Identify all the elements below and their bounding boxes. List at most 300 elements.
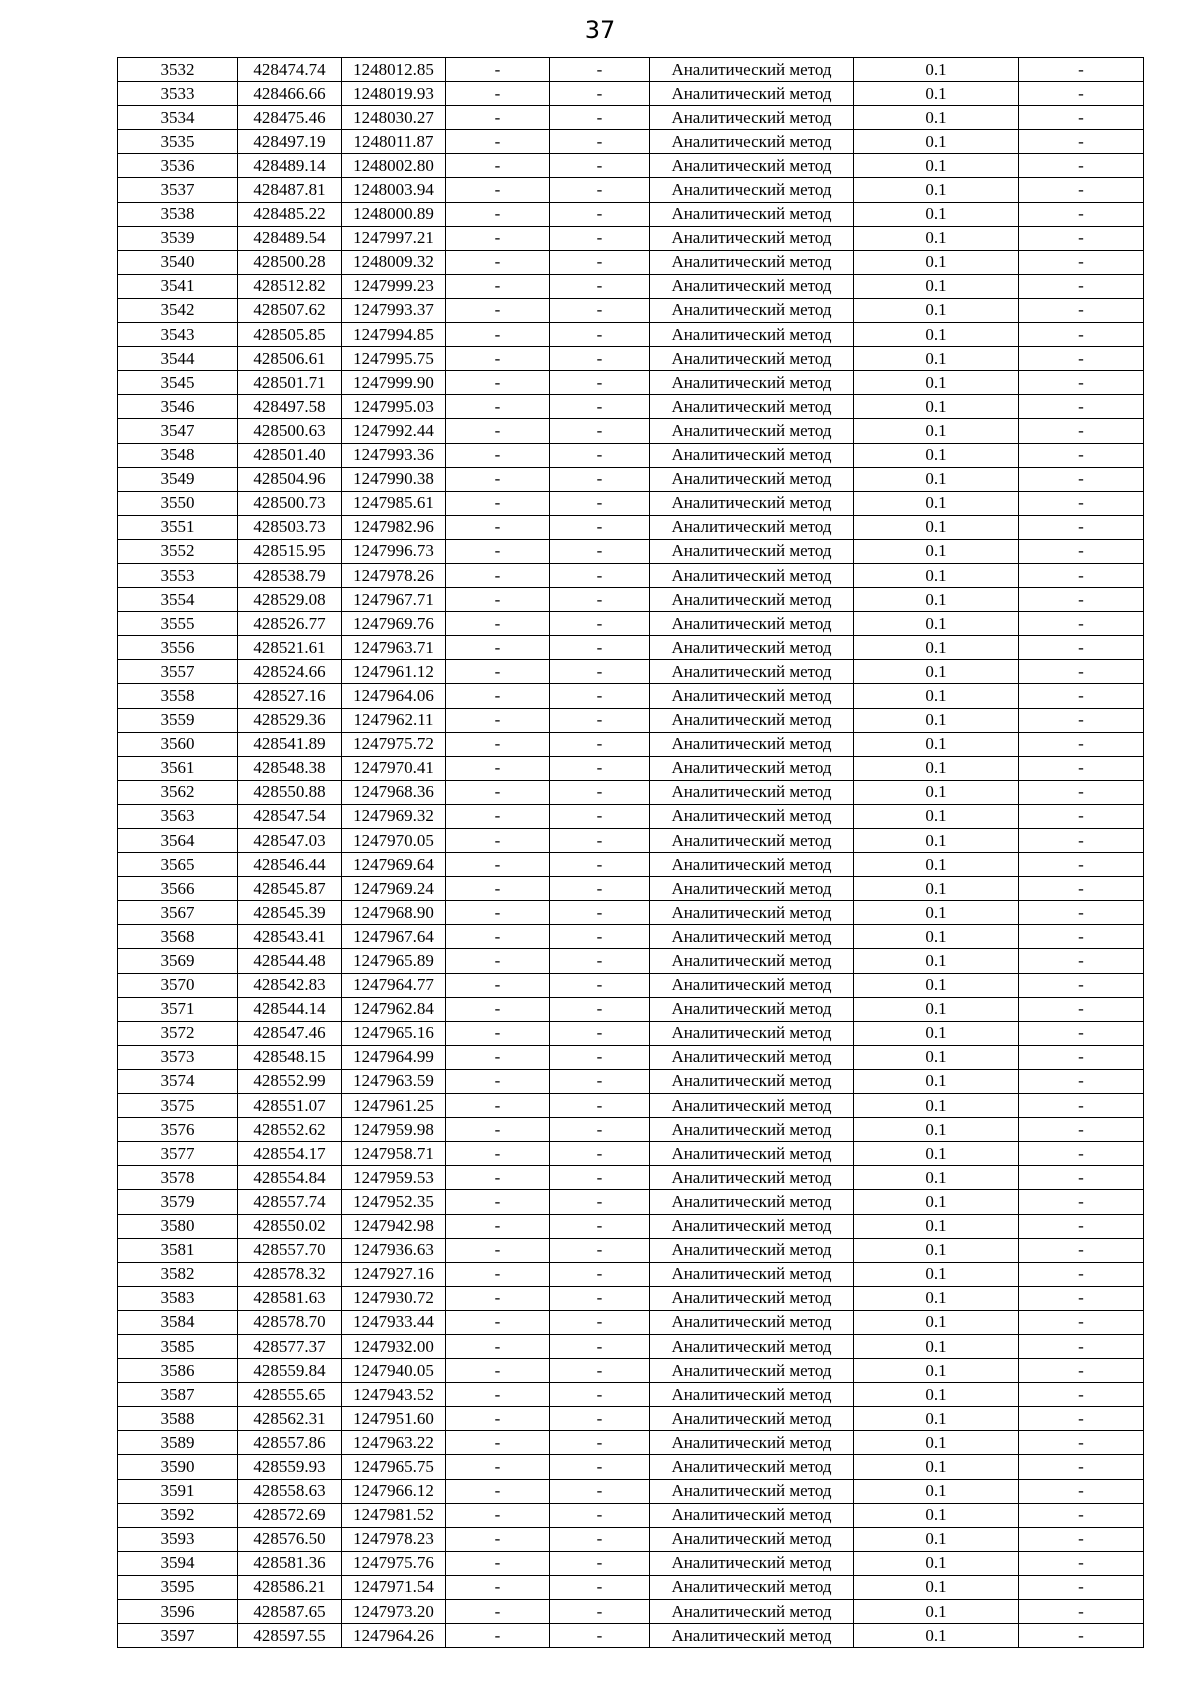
empty-cell-1: -: [446, 347, 550, 371]
y-coordinate-cell: 1247952.35: [342, 1190, 446, 1214]
empty-cell-1: -: [446, 901, 550, 925]
empty-cell-2: -: [550, 58, 650, 82]
accuracy-cell: 0.1: [854, 1527, 1019, 1551]
empty-cell-2: -: [550, 1094, 650, 1118]
x-coordinate-cell: 428559.93: [238, 1455, 342, 1479]
empty-cell-1: -: [446, 1334, 550, 1358]
x-coordinate-cell: 428545.39: [238, 901, 342, 925]
accuracy-cell: 0.1: [854, 250, 1019, 274]
y-coordinate-cell: 1247962.11: [342, 708, 446, 732]
empty-cell-2: -: [550, 491, 650, 515]
empty-cell-1: -: [446, 395, 550, 419]
x-coordinate-cell: 428548.15: [238, 1045, 342, 1069]
empty-cell-2: -: [550, 515, 650, 539]
empty-cell-1: -: [446, 1575, 550, 1599]
method-cell: Аналитический метод: [650, 371, 854, 395]
accuracy-cell: 0.1: [854, 58, 1019, 82]
empty-cell-3: -: [1019, 1069, 1144, 1093]
x-coordinate-cell: 428500.28: [238, 250, 342, 274]
empty-cell-1: -: [446, 660, 550, 684]
empty-cell-3: -: [1019, 1238, 1144, 1262]
accuracy-cell: 0.1: [854, 323, 1019, 347]
empty-cell-1: -: [446, 1166, 550, 1190]
y-coordinate-cell: 1247965.89: [342, 949, 446, 973]
empty-cell-1: -: [446, 1407, 550, 1431]
y-coordinate-cell: 1247943.52: [342, 1383, 446, 1407]
x-coordinate-cell: 428529.36: [238, 708, 342, 732]
method-cell: Аналитический метод: [650, 877, 854, 901]
empty-cell-3: -: [1019, 298, 1144, 322]
y-coordinate-cell: 1247992.44: [342, 419, 446, 443]
empty-cell-3: -: [1019, 1118, 1144, 1142]
empty-cell-1: -: [446, 853, 550, 877]
empty-cell-2: -: [550, 106, 650, 130]
x-coordinate-cell: 428551.07: [238, 1094, 342, 1118]
y-coordinate-cell: 1247969.76: [342, 612, 446, 636]
table-row: [118, 1407, 1144, 1431]
y-coordinate-cell: 1247993.37: [342, 298, 446, 322]
table-row: [118, 491, 1144, 515]
empty-cell-2: -: [550, 1142, 650, 1166]
accuracy-cell: 0.1: [854, 1045, 1019, 1069]
empty-cell-2: -: [550, 226, 650, 250]
accuracy-cell: 0.1: [854, 636, 1019, 660]
empty-cell-2: -: [550, 1238, 650, 1262]
empty-cell-3: -: [1019, 732, 1144, 756]
method-cell: Аналитический метод: [650, 925, 854, 949]
y-coordinate-cell: 1248011.87: [342, 130, 446, 154]
table-row: [118, 1383, 1144, 1407]
empty-cell-3: -: [1019, 1455, 1144, 1479]
table-row: [118, 660, 1144, 684]
page-number: 37: [584, 16, 616, 44]
x-coordinate-cell: 428501.40: [238, 443, 342, 467]
y-coordinate-cell: 1247993.36: [342, 443, 446, 467]
x-coordinate-cell: 428578.32: [238, 1262, 342, 1286]
empty-cell-3: -: [1019, 1190, 1144, 1214]
empty-cell-1: -: [446, 58, 550, 82]
empty-cell-3: -: [1019, 684, 1144, 708]
point-number-cell: 3584: [118, 1310, 238, 1334]
method-cell: Аналитический метод: [650, 106, 854, 130]
method-cell: Аналитический метод: [650, 1142, 854, 1166]
empty-cell-1: -: [446, 1190, 550, 1214]
empty-cell-3: -: [1019, 539, 1144, 563]
empty-cell-2: -: [550, 1600, 650, 1624]
empty-cell-1: -: [446, 1479, 550, 1503]
empty-cell-1: -: [446, 1262, 550, 1286]
point-number-cell: 3587: [118, 1383, 238, 1407]
empty-cell-2: -: [550, 684, 650, 708]
y-coordinate-cell: 1248030.27: [342, 106, 446, 130]
method-cell: Аналитический метод: [650, 1262, 854, 1286]
x-coordinate-cell: 428547.03: [238, 829, 342, 853]
x-coordinate-cell: 428507.62: [238, 298, 342, 322]
accuracy-cell: 0.1: [854, 1600, 1019, 1624]
empty-cell-2: -: [550, 877, 650, 901]
method-cell: Аналитический метод: [650, 997, 854, 1021]
empty-cell-2: -: [550, 1383, 650, 1407]
accuracy-cell: 0.1: [854, 1262, 1019, 1286]
method-cell: Аналитический метод: [650, 756, 854, 780]
method-cell: Аналитический метод: [650, 1383, 854, 1407]
point-number-cell: 3560: [118, 732, 238, 756]
point-number-cell: 3541: [118, 274, 238, 298]
method-cell: Аналитический метод: [650, 515, 854, 539]
empty-cell-3: -: [1019, 853, 1144, 877]
accuracy-cell: 0.1: [854, 1334, 1019, 1358]
point-number-cell: 3549: [118, 467, 238, 491]
empty-cell-2: -: [550, 1431, 650, 1455]
y-coordinate-cell: 1247999.90: [342, 371, 446, 395]
table-row: [118, 732, 1144, 756]
empty-cell-2: -: [550, 1551, 650, 1575]
y-coordinate-cell: 1247933.44: [342, 1310, 446, 1334]
table-row: [118, 274, 1144, 298]
accuracy-cell: 0.1: [854, 1310, 1019, 1334]
y-coordinate-cell: 1247970.41: [342, 756, 446, 780]
table-row: [118, 588, 1144, 612]
empty-cell-3: -: [1019, 1286, 1144, 1310]
empty-cell-2: -: [550, 154, 650, 178]
y-coordinate-cell: 1247965.75: [342, 1455, 446, 1479]
y-coordinate-cell: 1247927.16: [342, 1262, 446, 1286]
y-coordinate-cell: 1247936.63: [342, 1238, 446, 1262]
y-coordinate-cell: 1247981.52: [342, 1503, 446, 1527]
table-row: [118, 371, 1144, 395]
point-number-cell: 3558: [118, 684, 238, 708]
method-cell: Аналитический метод: [650, 949, 854, 973]
accuracy-cell: 0.1: [854, 877, 1019, 901]
empty-cell-1: -: [446, 202, 550, 226]
method-cell: Аналитический метод: [650, 1527, 854, 1551]
x-coordinate-cell: 428542.83: [238, 973, 342, 997]
y-coordinate-cell: 1247969.32: [342, 804, 446, 828]
point-number-cell: 3572: [118, 1021, 238, 1045]
empty-cell-3: -: [1019, 419, 1144, 443]
empty-cell-2: -: [550, 660, 650, 684]
x-coordinate-cell: 428558.63: [238, 1479, 342, 1503]
accuracy-cell: 0.1: [854, 443, 1019, 467]
empty-cell-3: -: [1019, 829, 1144, 853]
y-coordinate-cell: 1247969.64: [342, 853, 446, 877]
point-number-cell: 3586: [118, 1359, 238, 1383]
table-row: [118, 1310, 1144, 1334]
empty-cell-1: -: [446, 756, 550, 780]
accuracy-cell: 0.1: [854, 925, 1019, 949]
x-coordinate-cell: 428552.62: [238, 1118, 342, 1142]
x-coordinate-cell: 428550.02: [238, 1214, 342, 1238]
empty-cell-2: -: [550, 804, 650, 828]
point-number-cell: 3547: [118, 419, 238, 443]
y-coordinate-cell: 1247964.06: [342, 684, 446, 708]
empty-cell-1: -: [446, 178, 550, 202]
y-coordinate-cell: 1247990.38: [342, 467, 446, 491]
method-cell: Аналитический метод: [650, 1286, 854, 1310]
empty-cell-3: -: [1019, 901, 1144, 925]
empty-cell-2: -: [550, 1045, 650, 1069]
x-coordinate-cell: 428557.70: [238, 1238, 342, 1262]
accuracy-cell: 0.1: [854, 202, 1019, 226]
empty-cell-1: -: [446, 491, 550, 515]
table-row: [118, 1142, 1144, 1166]
point-number-cell: 3562: [118, 780, 238, 804]
table-row: [118, 395, 1144, 419]
x-coordinate-cell: 428489.14: [238, 154, 342, 178]
empty-cell-1: -: [446, 1551, 550, 1575]
empty-cell-1: -: [446, 563, 550, 587]
accuracy-cell: 0.1: [854, 1094, 1019, 1118]
x-coordinate-cell: 428497.58: [238, 395, 342, 419]
point-number-cell: 3561: [118, 756, 238, 780]
x-coordinate-cell: 428487.81: [238, 178, 342, 202]
empty-cell-1: -: [446, 154, 550, 178]
empty-cell-1: -: [446, 130, 550, 154]
point-number-cell: 3557: [118, 660, 238, 684]
empty-cell-1: -: [446, 467, 550, 491]
method-cell: Аналитический метод: [650, 1455, 854, 1479]
y-coordinate-cell: 1247970.05: [342, 829, 446, 853]
empty-cell-1: -: [446, 226, 550, 250]
y-coordinate-cell: 1247971.54: [342, 1575, 446, 1599]
y-coordinate-cell: 1247967.64: [342, 925, 446, 949]
empty-cell-1: -: [446, 419, 550, 443]
y-coordinate-cell: 1248012.85: [342, 58, 446, 82]
method-cell: Аналитический метод: [650, 612, 854, 636]
x-coordinate-cell: 428547.54: [238, 804, 342, 828]
empty-cell-3: -: [1019, 1503, 1144, 1527]
point-number-cell: 3559: [118, 708, 238, 732]
table-row: [118, 1479, 1144, 1503]
point-number-cell: 3596: [118, 1600, 238, 1624]
empty-cell-3: -: [1019, 1214, 1144, 1238]
x-coordinate-cell: 428557.74: [238, 1190, 342, 1214]
accuracy-cell: 0.1: [854, 1021, 1019, 1045]
accuracy-cell: 0.1: [854, 804, 1019, 828]
point-number-cell: 3535: [118, 130, 238, 154]
empty-cell-2: -: [550, 780, 650, 804]
point-number-cell: 3564: [118, 829, 238, 853]
empty-cell-1: -: [446, 708, 550, 732]
empty-cell-2: -: [550, 1527, 650, 1551]
table-row: [118, 1238, 1144, 1262]
empty-cell-3: -: [1019, 467, 1144, 491]
point-number-cell: 3580: [118, 1214, 238, 1238]
empty-cell-3: -: [1019, 226, 1144, 250]
accuracy-cell: 0.1: [854, 1479, 1019, 1503]
point-number-cell: 3590: [118, 1455, 238, 1479]
empty-cell-1: -: [446, 973, 550, 997]
accuracy-cell: 0.1: [854, 949, 1019, 973]
empty-cell-2: -: [550, 973, 650, 997]
empty-cell-3: -: [1019, 347, 1144, 371]
table-row: [118, 1045, 1144, 1069]
empty-cell-1: -: [446, 1142, 550, 1166]
accuracy-cell: 0.1: [854, 491, 1019, 515]
table-row: [118, 756, 1144, 780]
point-number-cell: 3592: [118, 1503, 238, 1527]
empty-cell-3: -: [1019, 323, 1144, 347]
x-coordinate-cell: 428554.84: [238, 1166, 342, 1190]
y-coordinate-cell: 1247958.71: [342, 1142, 446, 1166]
empty-cell-1: -: [446, 1021, 550, 1045]
table-row: [118, 1503, 1144, 1527]
method-cell: Аналитический метод: [650, 1359, 854, 1383]
empty-cell-3: -: [1019, 274, 1144, 298]
point-number-cell: 3545: [118, 371, 238, 395]
point-number-cell: 3563: [118, 804, 238, 828]
point-number-cell: 3578: [118, 1166, 238, 1190]
method-cell: Аналитический метод: [650, 780, 854, 804]
y-coordinate-cell: 1247959.98: [342, 1118, 446, 1142]
empty-cell-1: -: [446, 949, 550, 973]
table-row: [118, 1455, 1144, 1479]
empty-cell-3: -: [1019, 756, 1144, 780]
empty-cell-1: -: [446, 636, 550, 660]
empty-cell-3: -: [1019, 154, 1144, 178]
method-cell: Аналитический метод: [650, 1214, 854, 1238]
method-cell: Аналитический метод: [650, 1503, 854, 1527]
point-number-cell: 3571: [118, 997, 238, 1021]
empty-cell-2: -: [550, 636, 650, 660]
point-number-cell: 3555: [118, 612, 238, 636]
point-number-cell: 3554: [118, 588, 238, 612]
x-coordinate-cell: 428546.44: [238, 853, 342, 877]
y-coordinate-cell: 1247975.72: [342, 732, 446, 756]
accuracy-cell: 0.1: [854, 684, 1019, 708]
x-coordinate-cell: 428504.96: [238, 467, 342, 491]
table-row: [118, 154, 1144, 178]
empty-cell-3: -: [1019, 106, 1144, 130]
empty-cell-2: -: [550, 1479, 650, 1503]
method-cell: Аналитический метод: [650, 829, 854, 853]
point-number-cell: 3579: [118, 1190, 238, 1214]
empty-cell-3: -: [1019, 780, 1144, 804]
x-coordinate-cell: 428527.16: [238, 684, 342, 708]
method-cell: Аналитический метод: [650, 1310, 854, 1334]
empty-cell-2: -: [550, 563, 650, 587]
method-cell: Аналитический метод: [650, 1238, 854, 1262]
empty-cell-3: -: [1019, 178, 1144, 202]
x-coordinate-cell: 428544.48: [238, 949, 342, 973]
y-coordinate-cell: 1247968.90: [342, 901, 446, 925]
y-coordinate-cell: 1247985.61: [342, 491, 446, 515]
y-coordinate-cell: 1247982.96: [342, 515, 446, 539]
empty-cell-1: -: [446, 1503, 550, 1527]
x-coordinate-cell: 428500.73: [238, 491, 342, 515]
x-coordinate-cell: 428485.22: [238, 202, 342, 226]
empty-cell-3: -: [1019, 1407, 1144, 1431]
table-row: [118, 997, 1144, 1021]
y-coordinate-cell: 1247964.77: [342, 973, 446, 997]
empty-cell-1: -: [446, 1045, 550, 1069]
empty-cell-2: -: [550, 467, 650, 491]
method-cell: Аналитический метод: [650, 1021, 854, 1045]
empty-cell-1: -: [446, 1214, 550, 1238]
empty-cell-3: -: [1019, 1021, 1144, 1045]
method-cell: Аналитический метод: [650, 1407, 854, 1431]
accuracy-cell: 0.1: [854, 563, 1019, 587]
y-coordinate-cell: 1248019.93: [342, 82, 446, 106]
y-coordinate-cell: 1247963.71: [342, 636, 446, 660]
empty-cell-2: -: [550, 250, 650, 274]
y-coordinate-cell: 1247969.24: [342, 877, 446, 901]
empty-cell-3: -: [1019, 1262, 1144, 1286]
method-cell: Аналитический метод: [650, 563, 854, 587]
x-coordinate-cell: 428543.41: [238, 925, 342, 949]
empty-cell-3: -: [1019, 371, 1144, 395]
x-coordinate-cell: 428586.21: [238, 1575, 342, 1599]
empty-cell-1: -: [446, 780, 550, 804]
y-coordinate-cell: 1247967.71: [342, 588, 446, 612]
empty-cell-3: -: [1019, 1383, 1144, 1407]
accuracy-cell: 0.1: [854, 82, 1019, 106]
point-number-cell: 3591: [118, 1479, 238, 1503]
method-cell: Аналитический метод: [650, 853, 854, 877]
y-coordinate-cell: 1247997.21: [342, 226, 446, 250]
accuracy-cell: 0.1: [854, 1190, 1019, 1214]
table-row: [118, 973, 1144, 997]
table-row: [118, 1359, 1144, 1383]
x-coordinate-cell: 428548.38: [238, 756, 342, 780]
accuracy-cell: 0.1: [854, 1069, 1019, 1093]
table-row: [118, 178, 1144, 202]
y-coordinate-cell: 1247963.22: [342, 1431, 446, 1455]
method-cell: Аналитический метод: [650, 178, 854, 202]
table-row: [118, 1624, 1144, 1648]
x-coordinate-cell: 428466.66: [238, 82, 342, 106]
x-coordinate-cell: 428578.70: [238, 1310, 342, 1334]
empty-cell-3: -: [1019, 202, 1144, 226]
empty-cell-3: -: [1019, 1431, 1144, 1455]
empty-cell-2: -: [550, 202, 650, 226]
empty-cell-3: -: [1019, 1600, 1144, 1624]
accuracy-cell: 0.1: [854, 1238, 1019, 1262]
accuracy-cell: 0.1: [854, 515, 1019, 539]
accuracy-cell: 0.1: [854, 1551, 1019, 1575]
x-coordinate-cell: 428544.14: [238, 997, 342, 1021]
point-number-cell: 3532: [118, 58, 238, 82]
accuracy-cell: 0.1: [854, 1431, 1019, 1455]
empty-cell-1: -: [446, 804, 550, 828]
empty-cell-1: -: [446, 1624, 550, 1648]
accuracy-cell: 0.1: [854, 732, 1019, 756]
accuracy-cell: 0.1: [854, 178, 1019, 202]
x-coordinate-cell: 428526.77: [238, 612, 342, 636]
empty-cell-1: -: [446, 829, 550, 853]
empty-cell-3: -: [1019, 1624, 1144, 1648]
empty-cell-1: -: [446, 997, 550, 1021]
empty-cell-1: -: [446, 1094, 550, 1118]
table-row: [118, 1166, 1144, 1190]
table-row: [118, 1214, 1144, 1238]
accuracy-cell: 0.1: [854, 274, 1019, 298]
x-coordinate-cell: 428562.31: [238, 1407, 342, 1431]
empty-cell-3: -: [1019, 588, 1144, 612]
accuracy-cell: 0.1: [854, 588, 1019, 612]
point-number-cell: 3595: [118, 1575, 238, 1599]
table-row: [118, 877, 1144, 901]
accuracy-cell: 0.1: [854, 756, 1019, 780]
method-cell: Аналитический метод: [650, 636, 854, 660]
y-coordinate-cell: 1247964.26: [342, 1624, 446, 1648]
empty-cell-3: -: [1019, 395, 1144, 419]
x-coordinate-cell: 428557.86: [238, 1431, 342, 1455]
accuracy-cell: 0.1: [854, 539, 1019, 563]
empty-cell-3: -: [1019, 997, 1144, 1021]
table-row: [118, 708, 1144, 732]
accuracy-cell: 0.1: [854, 130, 1019, 154]
